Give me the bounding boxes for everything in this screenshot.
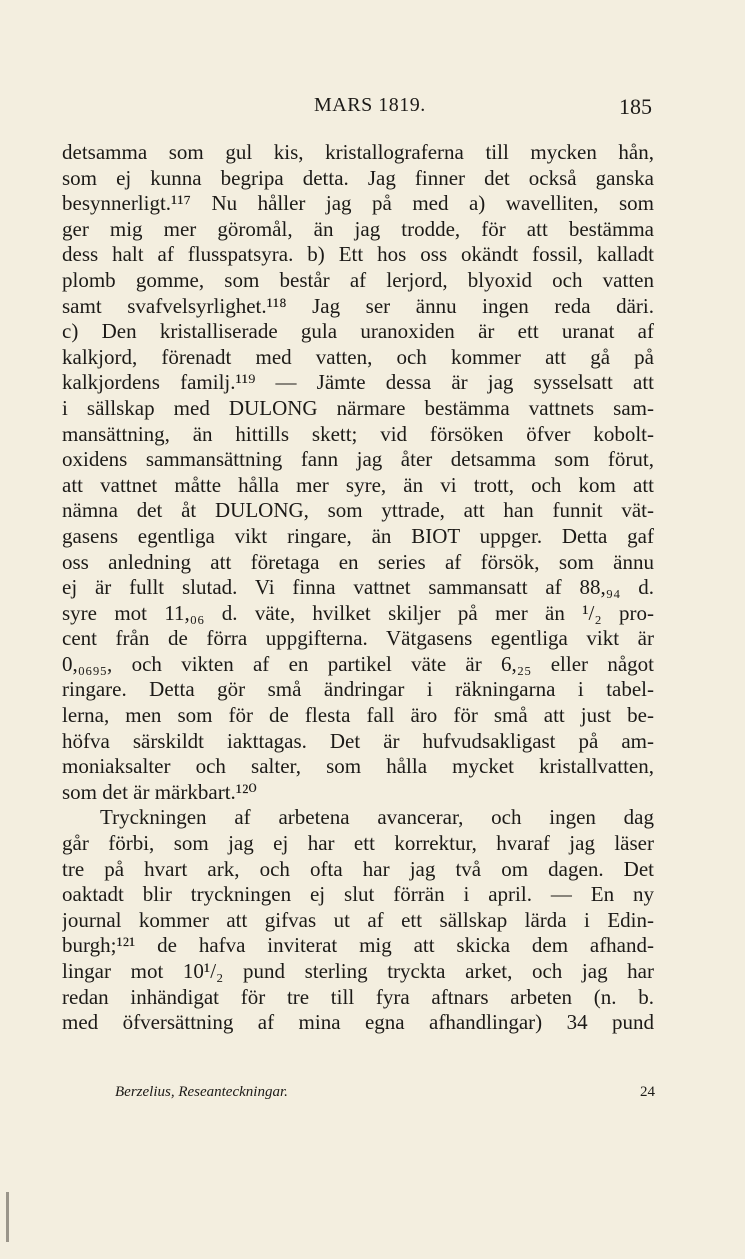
signature-line [115, 1084, 655, 1106]
text-line: med öfversättning af mina egna afhandlingar) 34 pund [62, 1010, 654, 1035]
text-line: detsamma som gul kis, kristallograferna till mycken hån, [62, 140, 654, 164]
text-line: mansättning, än hittills skett; vid försöken öfver kobolt- [62, 421, 654, 446]
text-line: Tryckningen af arbetena avancerar, och ingen dag [100, 805, 654, 830]
text-line: ger mig mer göromål, än jag trodde, för att bestämma [62, 216, 654, 241]
text-line: oss anledning att företaga en series af försök, som ännu [62, 549, 654, 574]
text-line: moniaksalter och salter, som hålla mycket kristallvatten, [62, 754, 654, 779]
text-line: gasens egentliga vikt ringare, än BIOT uppger. Detta gaf [62, 523, 654, 548]
page-number: 185 [619, 94, 652, 119]
text-line: ej är fullt slutad. Vi finna vattnet sammansatt af 88,₉₄ d. [62, 575, 654, 600]
text-line: redan inhändigat för tre till fyra aftnars arbeten (n. b. [62, 984, 654, 1009]
text-line: lerna, men som för de flesta fall äro för små att just be- [62, 703, 654, 728]
text-line: oxidens sammansättning fann jag åter detsamma som förut, [62, 447, 654, 472]
text-line: i sällskap med DULONG närmare bestämma vattnets sam- [62, 395, 654, 420]
signature-mark: 24 [640, 1084, 655, 1100]
text-line: syre mot 11,₀₆ d. väte, hvilket skiljer på mer än ¹/₂ pro- [62, 600, 654, 625]
text-line: höfva särskildt iakttagas. Det är hufvudsakligast på am- [62, 728, 654, 753]
text-line: oaktadt blir tryckningen ej slut förrän i april. — En ny [62, 882, 654, 907]
running-title: MARS 1819. [314, 94, 426, 116]
page-edge-mark [6, 1192, 9, 1242]
text-line: samt svafvelsyrlighet.¹¹⁸ Jag ser ännu ingen reda däri. [62, 293, 654, 318]
text-line: nämna det åt DULONG, som yttrade, att han funnit vät- [62, 498, 654, 523]
text-line: besynnerligt.¹¹⁷ Nu håller jag på med a) wavelliten, som [62, 191, 654, 216]
text-line: burgh;¹²¹ de hafva inviterat mig att skicka dem afhand- [62, 933, 654, 958]
paragraph-1 [62, 140, 654, 805]
signature-title: Berzelius, Reseanteckningar. [115, 1084, 288, 1100]
text-line: tre på hvart ark, och ofta har jag två om dagen. Det [62, 856, 654, 881]
text-line: som ej kunna begripa detta. Jag finner det också ganska [62, 165, 654, 190]
text-line: journal kommer att gifvas ut af ett sällskap lärda i Edin- [62, 907, 654, 932]
text-line: c) Den kristalliserade gula uranoxiden är ett uranat af [62, 319, 654, 344]
text-line: kalkjord, förenadt med vatten, och kommer att gå på [62, 344, 654, 369]
paragraph-2 [62, 805, 654, 1035]
text-line: plomb gomme, som består af lerjord, blyoxid och vatten [62, 267, 654, 292]
text-line: 0,₀₆₉₅, och vikten af en partikel väte är 6,₂₅ eller något [62, 651, 654, 676]
text-line: lingar mot 10¹/₂ pund sterling tryckta arket, och jag har [62, 959, 654, 983]
text-line: cent från de förra uppgifterna. Vätgasens egentliga vikt är [62, 626, 654, 651]
text-line: att vattnet måtte hålla mer syre, än vi trott, och kom att [62, 472, 654, 497]
text-line: går förbi, som jag ej har ett korrektur, hvaraf jag läser [62, 831, 654, 856]
body-text [62, 140, 654, 1036]
text-line: dess halt af flusspatsyra. b) Ett hos oss okändt fossil, kalladt [62, 242, 654, 267]
running-head [62, 94, 654, 124]
text-line: ringare. Detta gör små ändringar i räkningarna i tabel- [62, 677, 654, 702]
text-line: som det är märkbart.¹²⁰ [62, 779, 257, 804]
text-line: kalkjordens familj.¹¹⁹ — Jämte dessa är jag sysselsatt att [62, 370, 654, 395]
